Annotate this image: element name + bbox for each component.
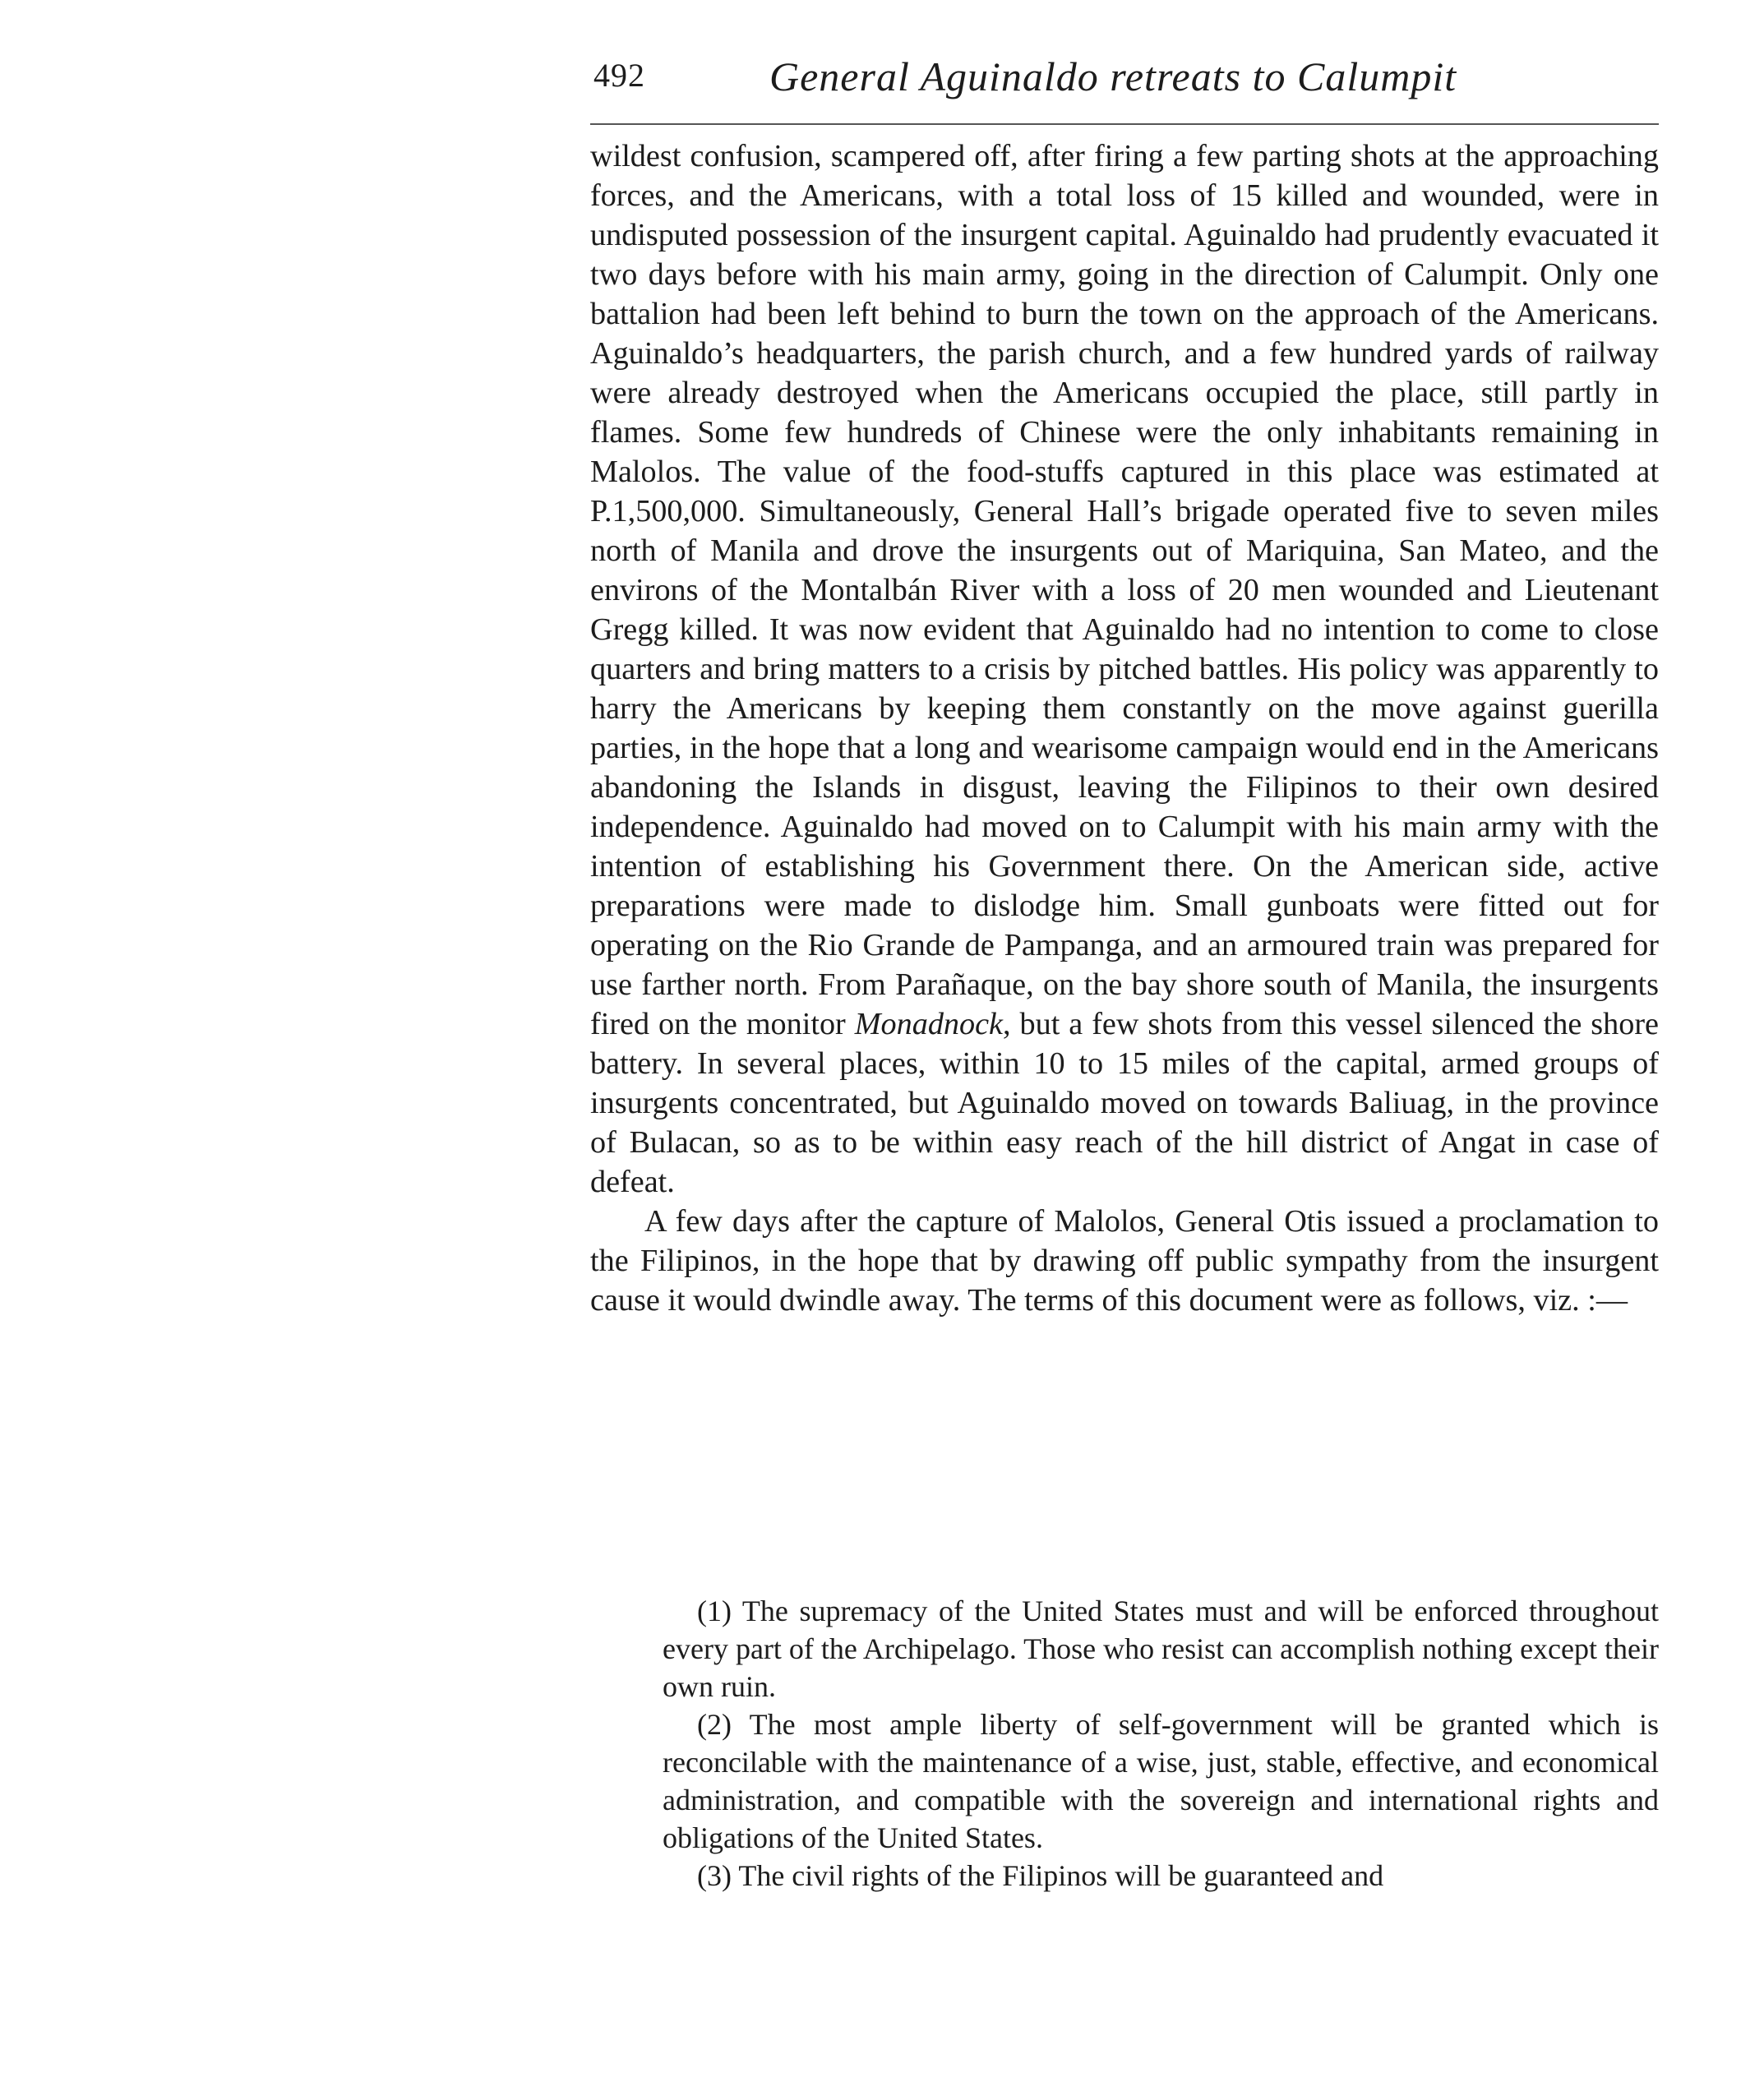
page-number: 492	[593, 57, 645, 94]
running-head	[590, 51, 1667, 108]
paragraph-1-part-b: , but a few shots from this vessel silenced the shore battery. In several places, within 10 to 15 miles of the capital, armed groups of insurgents concentrated, but Aguinaldo moved on towards Baliuag, in the province of Bulacan, so as to be within easy reach of the hill district of Angat in case of defeat.	[590, 1007, 1659, 1199]
paragraph-2: A few days after the capture of Malolos, General Otis issued a proclamation to the Filipinos, in the hope that by drawing off public sympathy from the insurgent cause it would dwindle away. The terms of this document were as follows, viz. :—	[590, 1204, 1659, 1318]
running-title: General Aguinaldo retreats to Calumpit	[769, 53, 1457, 99]
book-page	[590, 51, 1667, 1892]
ship-name: Monadnock	[854, 1007, 1004, 1041]
term-3: (3) The civil rights of the Filipinos will be guaranteed and	[697, 1859, 1384, 1892]
header-rule	[590, 123, 1659, 125]
term-2: (2) The most ample liberty of self-government will be granted which is reconcilable with the maintenance of a wise, just, stable, effective, and economical administration, and compatible with the sovereign and international rights and obligations of the United States.	[663, 1708, 1659, 1854]
body-text	[590, 136, 1659, 1320]
term-1: (1) The supremacy of the United States must and will be enforced throughout every part of the Archipelago. Those who resist can accomplish nothing except their own ruin.	[663, 1595, 1659, 1703]
paragraph-1	[590, 136, 1659, 1202]
paragraph-1-part-a: wildest confusion, scampered off, after firing a few parting shots at the approaching forces, and the Americans, with a total loss of 15 killed and wounded, were in undisputed possession of the insurgent capital. Aguinaldo had prudently evacuated it two days before with his main army, going in the direction of Calumpit. Only one battalion had been left behind to burn the town on the approach of the Americans. Aguinaldo’s headquarters, the parish church, and a few hundred yards of railway were already destroyed when the Americans occupied the place, still partly in flames. Some few hundreds of Chinese were the only inhabitants remaining in Malolos. The value of the food-stuffs captured in this place was estimated at P.1,500,000. Simultaneously, General Hall’s brigade operated five to seven miles north of Manila and drove the insurgents out of Mariquina, San Mateo, and the environs of the Montalbán River with a loss of 20 men wounded and Lieutenant Gregg killed. It was now evident that Aguinaldo had no intention to come to close quarters and bring matters to a crisis by pitched battles. His policy was apparently to harry the Americans by keeping them constantly on the move against guerilla parties, in the hope that a long and wearisome campaign would end in the Americans abandoning the Islands in disgust, leaving the Filipinos to their own desired independence. Aguinaldo had moved on to Calumpit with his main army with the intention of establishing his Government there. On the American side, active preparations were made to dislodge him. Small gunboats were fitted out for operating on the Rio Grande de Pampanga, and an armoured train was prepared for use farther north. From Parañaque, on the bay shore south of Manila, the insurgents fired on the monitor	[590, 139, 1659, 1041]
proclamation-terms	[663, 1592, 1659, 1895]
